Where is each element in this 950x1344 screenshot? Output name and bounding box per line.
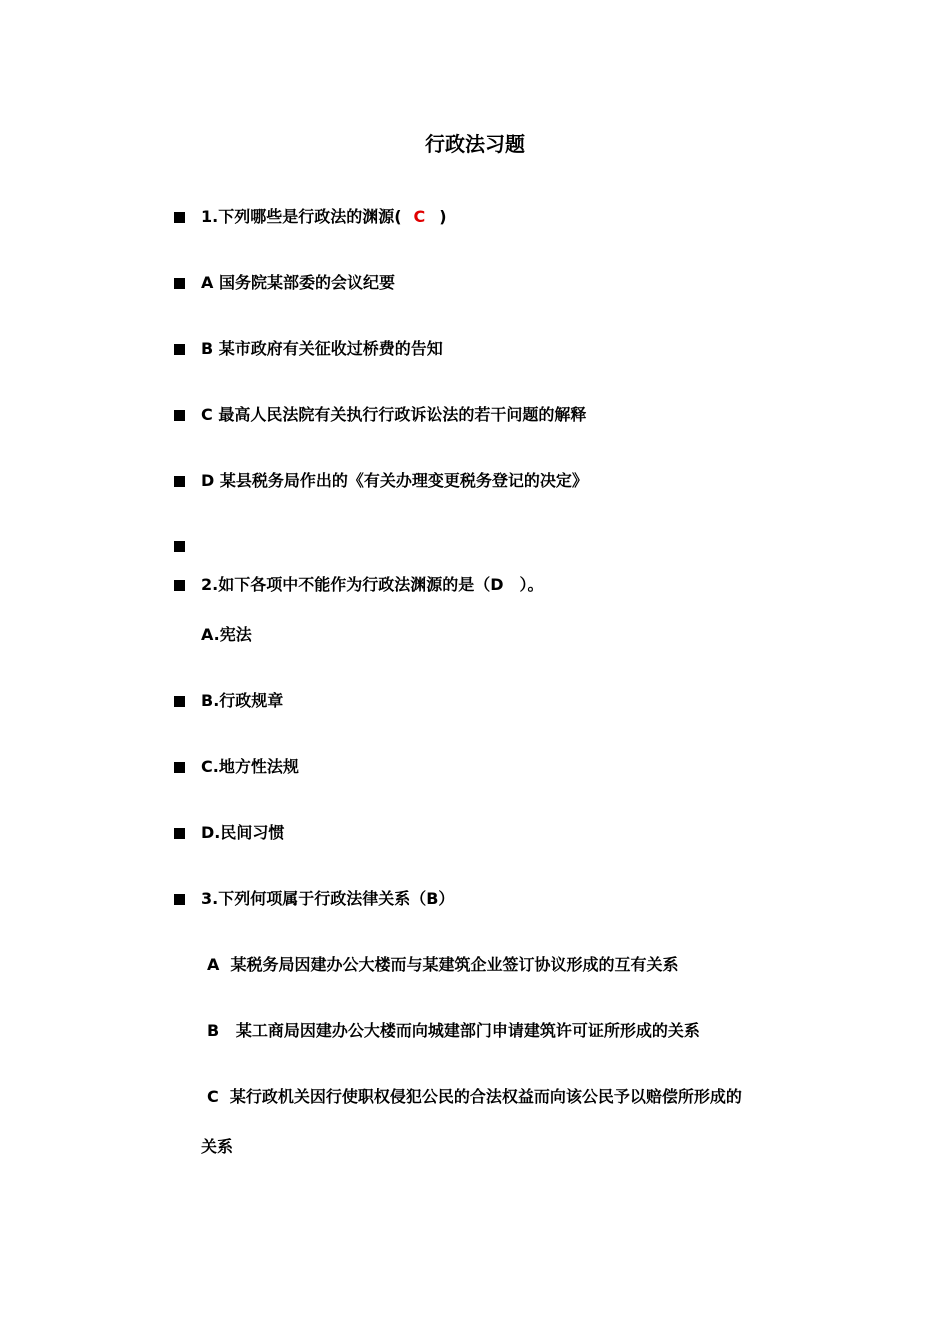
option-text: A 国务院某部委的会议纪要 [201,273,395,292]
option-text: B 某工商局因建办公大楼而向城建部门申请建筑许可证所形成的关系 [207,1021,700,1040]
black-square-bullet-icon [174,410,185,421]
black-square-bullet-icon [174,212,185,223]
black-square-bullet-icon [174,278,185,289]
document-title: 行政法习题 [425,132,525,156]
black-square-bullet-icon [174,762,185,773]
option-text: B.行政规章 [201,691,284,710]
black-square-bullet-icon [174,696,185,707]
black-square-bullet-icon [174,541,185,552]
option-text: A.宪法 [201,625,252,644]
question-1-stem-prefix: 1.下列哪些是行政法的渊源( [201,207,402,226]
black-square-bullet-icon [174,894,185,905]
option-text: C.地方性法规 [201,757,299,776]
black-square-bullet-icon [174,476,185,487]
question-2-text: 2.如下各项中不能作为行政法渊源的是（D ）。 [201,575,544,594]
option-text: C 某行政机关因行使职权侵犯公民的合法权益而向该公民予以赔偿所形成的 [207,1087,742,1106]
option-text: D.民间习惯 [201,823,285,842]
option-text: A 某税务局因建办公大楼而与某建筑企业签订协议形成的互有关系 [207,955,679,974]
question-1-answer: C [413,207,426,226]
question-3-text: 3.下列何项属于行政法律关系（B） [201,889,455,908]
option-text: B 某市政府有关征收过桥费的告知 [201,339,443,358]
option-text: C 最高人民法院有关执行行政诉讼法的若干问题的解释 [201,405,587,424]
option-text: D 某县税务局作出的《有关办理变更税务登记的决定》 [201,471,588,490]
question-1-text [201,203,447,231]
question-1-stem-suffix: ) [439,207,447,226]
black-square-bullet-icon [174,580,185,591]
black-square-bullet-icon [174,828,185,839]
option-text: 关系 [201,1137,234,1156]
black-square-bullet-icon [174,344,185,355]
